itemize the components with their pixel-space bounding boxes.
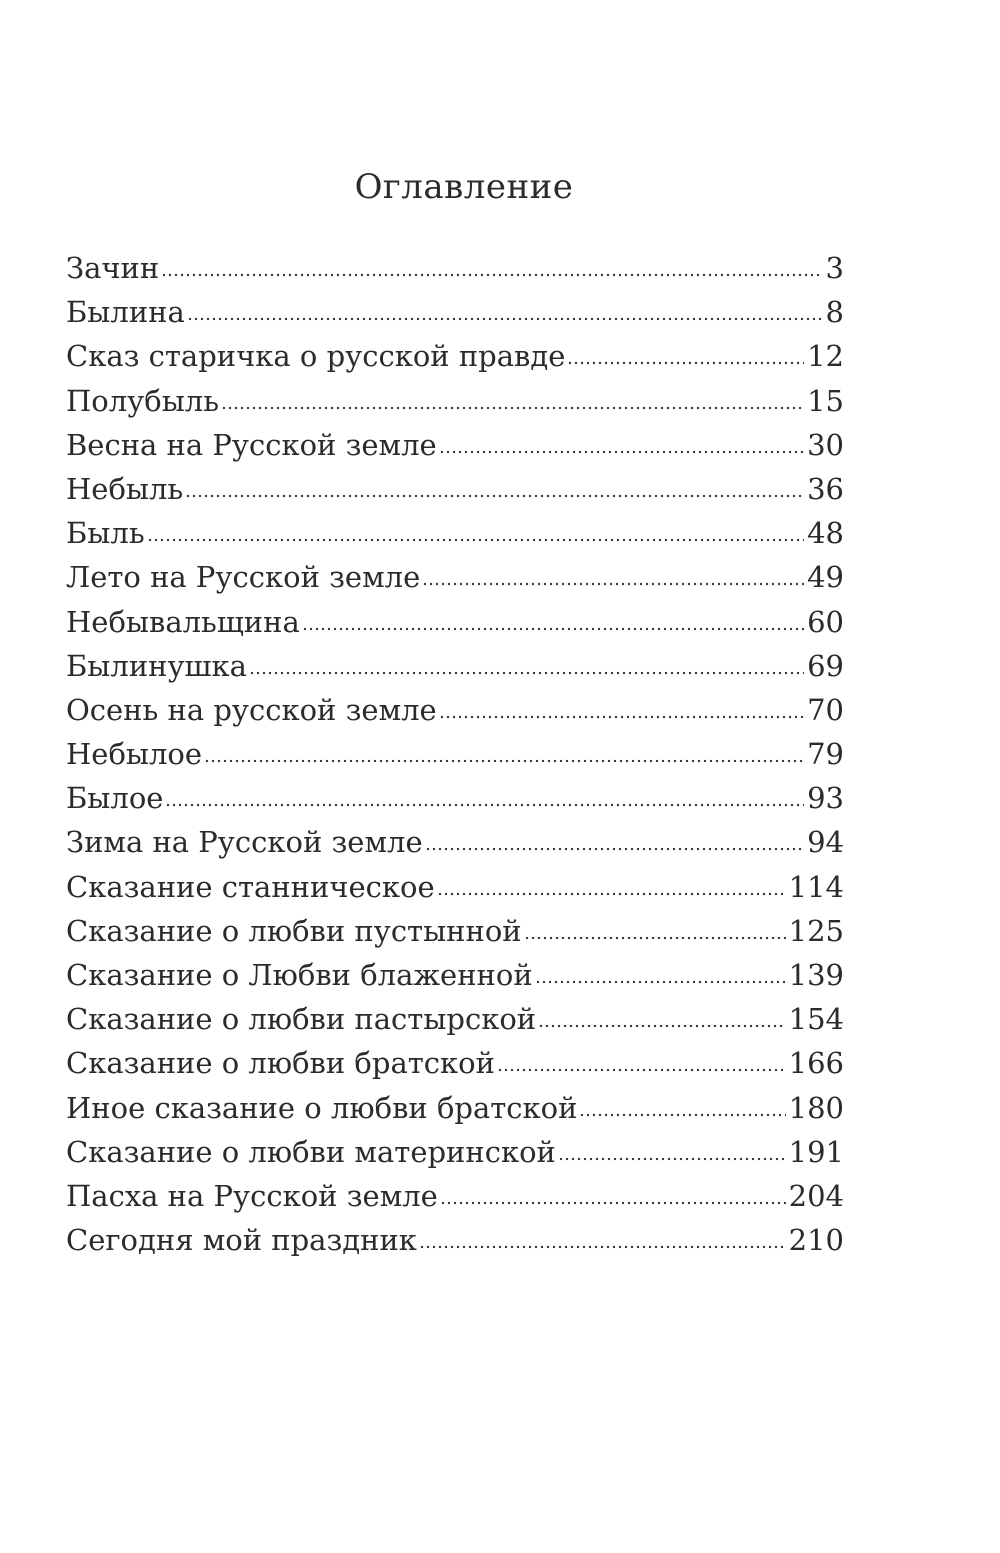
toc-entry-title: Сказ старичка о русской правде [66, 339, 566, 374]
toc-entry-page: 204 [788, 1178, 844, 1213]
dot-leader [221, 405, 804, 411]
toc-entry [66, 246, 844, 290]
toc-entry-page: 154 [788, 1002, 844, 1037]
toc-entry-page: 210 [788, 1223, 844, 1258]
toc-entry [66, 511, 844, 555]
dot-leader [538, 1023, 786, 1029]
toc-entry-title: Былое [66, 781, 164, 816]
dot-leader [558, 1156, 786, 1162]
toc-entry-page: 70 [807, 692, 844, 727]
toc-entry [66, 600, 844, 644]
table-of-contents [66, 246, 844, 1262]
toc-entry [66, 688, 844, 732]
toc-entry-title: Лето на Русской земле [66, 560, 421, 595]
dot-leader [185, 493, 804, 499]
toc-entry [66, 997, 844, 1041]
dot-leader [165, 802, 804, 808]
toc-entry [66, 865, 844, 909]
toc-entry-page: 48 [807, 516, 844, 551]
toc-entry-page: 114 [788, 869, 844, 904]
toc-entry-page: 125 [788, 913, 844, 948]
dot-leader [440, 1200, 786, 1206]
toc-entry-page: 30 [807, 427, 844, 462]
toc-entry-title: Былинушка [66, 648, 247, 683]
dot-leader [204, 758, 804, 764]
toc-entry [66, 644, 844, 688]
toc-entry-title: Осень на русской земле [66, 692, 437, 727]
toc-entry [66, 290, 844, 334]
toc-entry [66, 467, 844, 511]
toc-entry-page: 12 [807, 339, 844, 374]
toc-entry-title: Зачин [66, 251, 160, 285]
toc-entry-title: Иное сказание о любви братской [66, 1090, 578, 1125]
toc-entry-page: 94 [807, 825, 844, 860]
toc-entry [66, 1174, 844, 1218]
toc-entry-page: 191 [788, 1134, 844, 1169]
dot-leader [437, 891, 786, 897]
toc-entry [66, 1218, 844, 1262]
dot-leader [524, 935, 786, 941]
toc-entry [66, 732, 844, 776]
page-title: Оглавление [354, 167, 574, 207]
toc-entry-page: 166 [788, 1046, 844, 1081]
dot-leader [187, 316, 823, 322]
toc-entry [66, 776, 844, 820]
toc-entry-title: Сегодня мой праздник [66, 1223, 417, 1258]
dot-leader [567, 360, 804, 366]
toc-entry-page: 93 [807, 781, 844, 816]
toc-entry-page: 139 [788, 958, 844, 992]
toc-entry-title: Небылое [66, 737, 203, 772]
toc-entry [66, 820, 844, 864]
toc-entry-page: 49 [807, 560, 844, 595]
toc-entry-page: 36 [807, 471, 844, 506]
dot-leader [422, 581, 804, 587]
dot-leader [302, 626, 804, 632]
toc-entry-title: Сказание о любви пастырской [66, 1002, 537, 1037]
dot-leader [161, 272, 822, 278]
toc-entry-page: 180 [788, 1090, 844, 1125]
toc-entry-title: Сказание о любви братской [66, 1046, 495, 1081]
toc-entry [66, 909, 844, 953]
toc-entry [66, 379, 844, 423]
dot-leader [425, 846, 804, 852]
toc-entry-title: Быль [66, 516, 145, 551]
toc-entry-title: Былина [66, 295, 185, 330]
dot-leader [439, 449, 804, 455]
dot-leader [535, 979, 786, 985]
toc-entry-title: Полубыль [66, 383, 219, 418]
toc-entry-title: Небыль [66, 471, 184, 506]
toc-entry-title: Весна на Русской земле [66, 427, 437, 462]
dot-leader [419, 1244, 786, 1250]
toc-entry-title: Сказание о любви пустынной [66, 913, 522, 948]
toc-entry [66, 1086, 844, 1130]
dot-leader [439, 714, 804, 720]
toc-entry [66, 555, 844, 599]
toc-entry [66, 1130, 844, 1174]
dot-leader [249, 670, 804, 676]
toc-entry-title: Зима на Русской земле [66, 825, 423, 860]
toc-entry-title: Сказание о любви материнской [66, 1134, 556, 1169]
toc-entry-page: 3 [825, 251, 844, 285]
toc-entry-page: 15 [807, 383, 844, 418]
toc-entry [66, 953, 844, 997]
dot-leader [497, 1067, 786, 1073]
toc-entry-page: 69 [807, 648, 844, 683]
toc-entry-title: Сказание станническое [66, 869, 435, 904]
toc-entry [66, 1041, 844, 1085]
toc-entry-page: 8 [825, 295, 844, 330]
dot-leader [147, 537, 804, 543]
toc-entry-title: Сказание о Любви блаженной [66, 958, 533, 992]
toc-entry [66, 334, 844, 378]
toc-entry-title: Небывальщина [66, 604, 300, 639]
dot-leader [579, 1112, 785, 1118]
toc-entry-title: Пасха на Русской земле [66, 1178, 438, 1213]
toc-entry [66, 423, 844, 467]
toc-entry-page: 60 [807, 604, 844, 639]
toc-entry-page: 79 [807, 737, 844, 772]
